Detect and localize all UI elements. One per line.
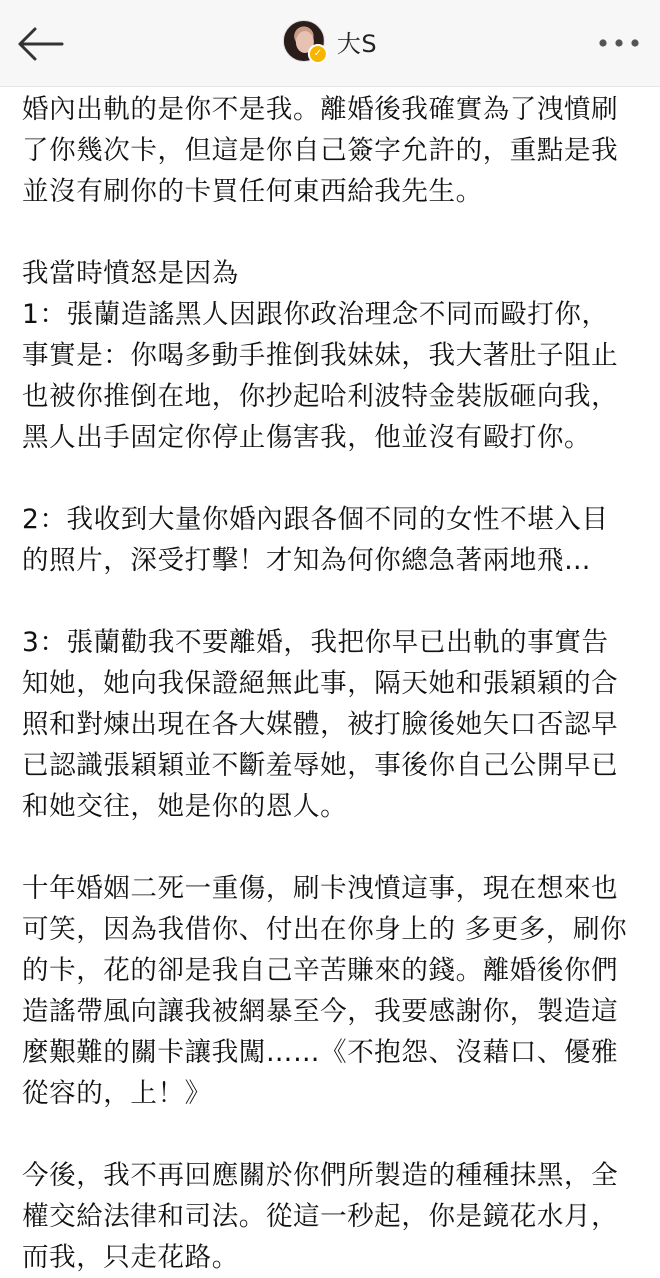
more-options-button[interactable] (596, 28, 642, 58)
back-button[interactable] (14, 22, 66, 66)
post-paragraph-1: 婚內出軌的是你不是我。離婚後我確實為了洩憤刷 了你幾次卡，但這是你自己簽字允許的，重點是我 並沒有刷你的卡買任何東西給我先生。 (22, 94, 619, 207)
top-nav-bar (0, 0, 660, 87)
post-paragraph-2: 我當時憤怒是因為 1：張蘭造謠黑人因跟你政治理念不同而毆打你， 事實是：你喝多動手推倒我妹妹，我大著肚子阻止 也被你推倒在地，你抄起哈利波特金裝版砸向我， 黑人出手固定你停止傷害我，他並沒有毆打你。 (22, 258, 619, 453)
back-arrow-icon (16, 27, 64, 61)
post-paragraph-3: 2：我收到大量你婚內跟各個不同的女性不堪入目 的照片，深受打擊！才知為何你總急著兩地飛… (22, 504, 609, 576)
post-content (0, 87, 660, 1278)
post-paragraph-6: 今後，我不再回應關於你們所製造的種種抹黑，全 權交給法律和司法。從這一秒起，你是鏡花水月， 而我，只走花路。 (22, 1160, 619, 1273)
avatar[interactable] (283, 20, 325, 62)
verified-badge-icon: ✓ (308, 44, 328, 64)
post-paragraph-5: 十年婚姻二死一重傷，刷卡洩憤這事，現在想來也 可笑，因為我借你、付出在你身上的 多更多，刷你 的卡，花的卻是我自己辛苦賺來的錢。離婚後你們 造謠帶風向讓我被網暴至今，我要感謝你，製造這 麼艱難的關卡讓我闖……《不抱怨、沒藉口、優雅 從容的，上！》 (22, 873, 628, 1109)
post-paragraph-4: 3：張蘭勸我不要離婚，我把你早已出軌的事實告 知她，她向我保證絕無此事，隔天她和張穎穎的合 照和對煉出現在各大媒體，被打臉後她矢口否認早 已認識張穎穎並不斷羞辱她，事後你自己公開早已 和她交往，她是你的恩人。 (22, 627, 619, 822)
user-name[interactable]: 大S (336, 29, 378, 58)
more-dots-icon (598, 38, 640, 48)
user-header[interactable] (283, 20, 377, 62)
